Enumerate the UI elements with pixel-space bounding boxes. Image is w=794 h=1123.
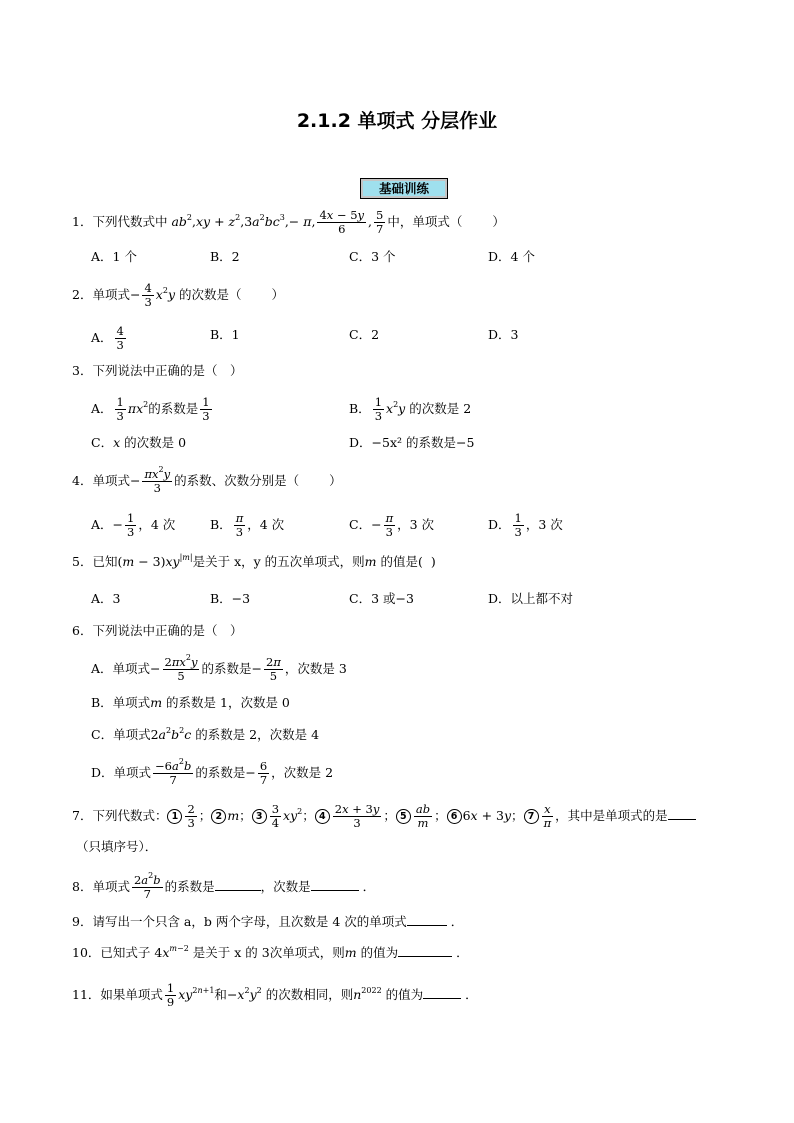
question-7-line2: （只填序号）． [76, 839, 158, 854]
question-3: 3．下列说法中正确的是（ ） [72, 363, 243, 378]
q2-option-b: B．1 [210, 327, 240, 342]
q6-option-a: A．单项式− $\frac{2\pi x^2y}{5}$ 的系数是− $\frac{2\pi}{5}$ ，次数是 3 [91, 653, 347, 683]
page-title: 2.1.2 单项式 分层作业 [296, 110, 498, 132]
q5-option-b: B．−3 [210, 591, 251, 606]
question-7: 7．下列代数式： 1 $\frac{2}{3}$ ； 2 m； 3 $\frac{3}{4}$ $xy^2$； 4 $\frac{2x + 3y}{3}$ ； 5 $\frac{ab}{m}$ ； 6 6x + 3y； 7 $\frac{x}{\pi}$ ，其中是单项式的是 [72, 803, 696, 830]
question-11: 11．如果单项式 $\frac{1}{9}$ $xy^{2n+1}$和$-x^2y^2$ 的次数相同，则$n^{2022}$ 的值为 ． [72, 981, 478, 1009]
question-1: 1．下列代数式中 $ab^2,xy + z^2,3a^2bc^3,- \pi$, $\frac{4x - 5y}{6}$ , $\frac{5}{7}$ 中，单项式（ ） [72, 208, 505, 236]
question-4: 4．单项式− $\frac{\pi x^2y}{3}$ 的系数、次数分别是（ ） [72, 465, 342, 495]
q1-option-a: A．1 个 [91, 249, 137, 264]
q4-option-b: B． $\frac{\pi}{3}$ ，4 次 [210, 511, 285, 539]
q2-option-a: A． $\frac{4}{3}$ [91, 324, 124, 352]
q4-option-d: D． $\frac{1}{3}$ ，3 次 [488, 511, 563, 539]
q3-option-c: C．x 的次数是 0 [91, 435, 187, 450]
q6-option-c: C．单项式$2a^2b^2c$ 的系数是 2，次数是 4 [91, 726, 320, 742]
q1-option-c: C．3 个 [349, 249, 396, 264]
q1-option-d: D．4 个 [488, 249, 535, 264]
q6-option-d: D．单项式 $\frac{-6a^2b}{7}$ 的系数是− $\frac{6}{7}$ ，次数是 2 [91, 757, 334, 787]
q6-option-b: B．单项式m 的系数是 1，次数是 0 [91, 695, 290, 710]
q5-option-c: C．3 或−3 [349, 591, 414, 606]
q2-option-c: C．2 [349, 327, 380, 342]
q1-option-b: B．2 [210, 249, 240, 264]
q3-option-d: D．−5x² 的系数是−5 [349, 435, 475, 450]
question-9: 9．请写出一个只含 a，b 两个字母，且次数是 4 次的单项式 ． [72, 914, 464, 929]
q5-option-d: D．以上都不对 [488, 591, 574, 606]
q4-option-a: A．− $\frac{1}{3}$ ，4 次 [91, 511, 176, 539]
q5-option-a: A．3 [91, 591, 121, 606]
q4-option-c: C．− $\frac{\pi}{3}$ ，3 次 [349, 511, 435, 539]
question-6: 6．下列说法中正确的是（ ） [72, 623, 243, 638]
q3-option-b: B． $\frac{1}{3}$ $x^2y$ 的次数是 2 [349, 395, 472, 423]
question-5: 5．已知$(m - 3)xy^{|m|}$是关于 x，y 的五次单项式，则m 的值是( ) [72, 553, 436, 569]
question-2: 2．单项式− $\frac{4}{3}$ $x^2y$ 的次数是（ ） [72, 281, 285, 309]
q3-option-a: A． $\frac{1}{3}$ $\pi x^2$的系数是 $\frac{1}{3}$ [91, 395, 210, 423]
q2-option-d: D．3 [488, 327, 519, 342]
section-label: 基础训练 [360, 178, 448, 199]
question-10: 10．已知式子 $4x^{m-2}$ 是关于 x 的 3次单项式，则m 的值为 ． [72, 944, 469, 960]
question-8: 8．单项式 $\frac{2a^2b}{7}$ 的系数是 ，次数是 ． [72, 871, 376, 901]
